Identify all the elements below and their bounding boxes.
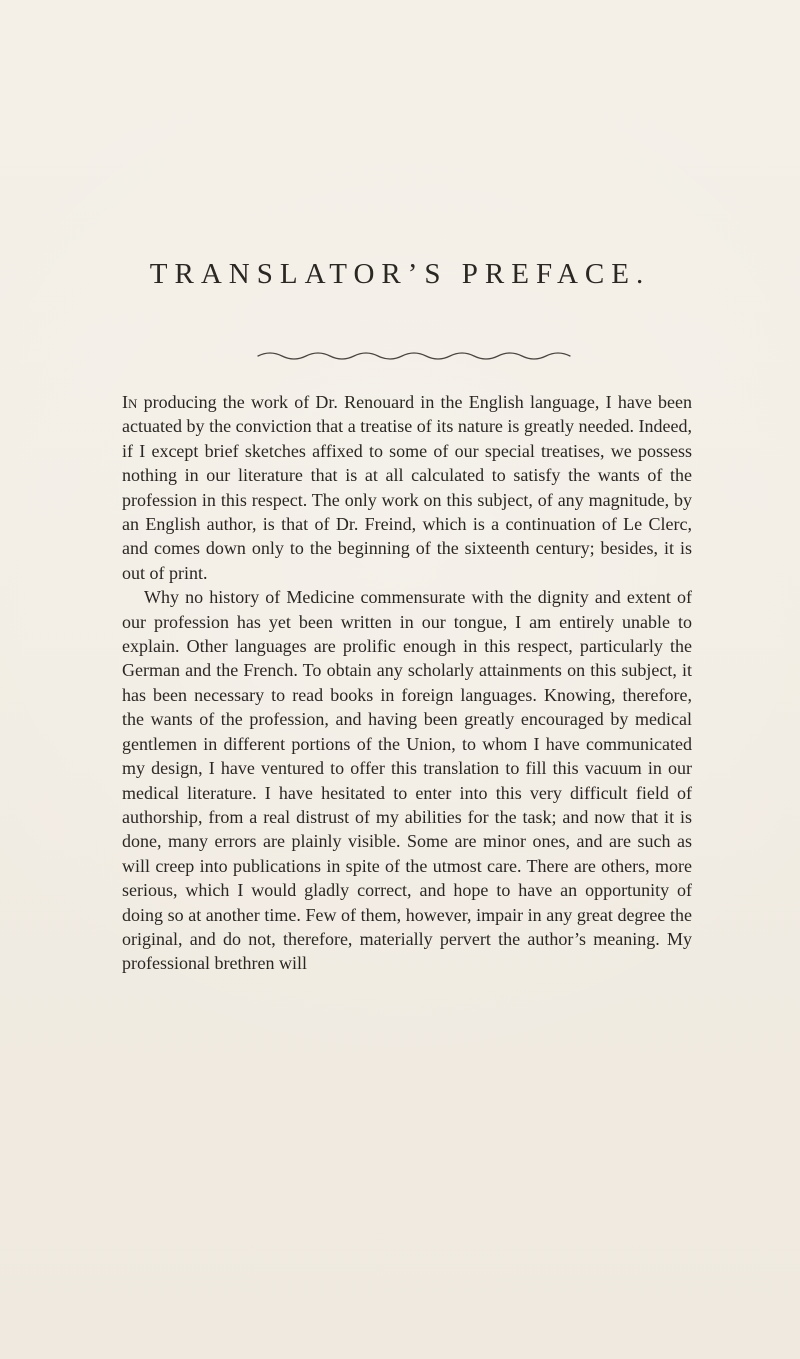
paragraph-text: Why no history of Medicine commensurate with the dignity and extent of our profession has yet been written in our tongue, I am entirely unable to explain. Other languages are prolific enough in this respect, particularly the German and the French. To obtain any scholarly attainments on this subject, it has been necessary to read books in foreign languages. Knowing, therefore, the wants of the profession, and having been greatly encouraged by medical gentlemen in different portions of the Union, to whom I have communicated my design, I have ventured to offer this translation to fill this vacuum in our medical literature. I have hesitated to enter into this very difficult field of authorship, from a real distrust of my abilities for the task; and now that it is done, many errors are plainly visible. Some are minor ones, and are such as will creep into publications in spite of the utmost care. There are others, more serious, which I would gladly correct, and hope to have an opportunity of doing so at another time. Few of them, however, impair in any great degree the original, and do not, therefore, materially pervert the author’s meaning. My professional brethren will xyxy=(122,587,692,974)
paragraph-1 xyxy=(122,390,692,585)
page-title: TRANSLATOR’S PREFACE. xyxy=(149,258,651,290)
paragraph-lead-word: In xyxy=(122,392,138,412)
wavy-rule-ornament xyxy=(258,350,570,362)
body-text xyxy=(122,390,692,976)
paragraph-text: producing the work of Dr. Renouard in the English language, I have been actuated by the conviction that a treatise of its nature is greatly needed. Indeed, if I except brief sketches affixed to some of our special treatises, we possess nothing in our literature that is at all calculated to satisfy the wants of the profession in this respect. The only work on this subject, of any magnitude, by an English author, is that of Dr. Freind, which is a continuation of Le Clerc, and comes down only to the beginning of the sixteenth century; besides, it is out of print. xyxy=(122,392,692,583)
paragraph-2 xyxy=(122,585,692,976)
